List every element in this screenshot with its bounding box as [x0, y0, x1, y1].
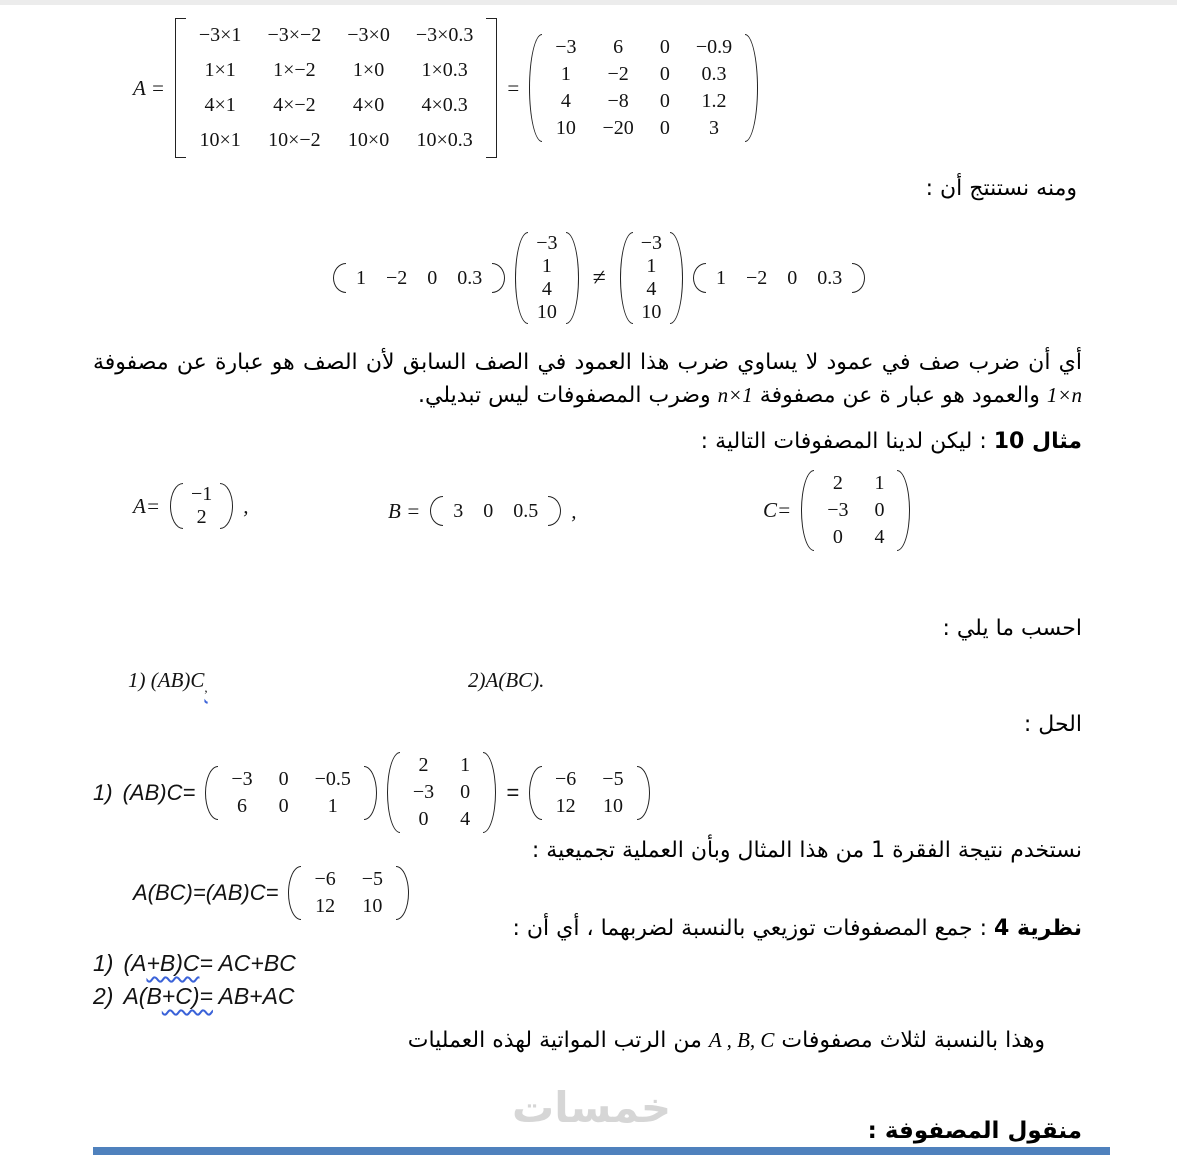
matrix-cell: 4	[460, 808, 471, 830]
right-parenthesis	[396, 866, 409, 920]
distributive-law-2-number: 2)	[93, 983, 114, 1009]
matrix-a-grid	[183, 483, 220, 529]
matrix-cell: 0	[659, 36, 670, 58]
matrix-cell: 0.3	[817, 267, 843, 289]
matrices-abc-names: A , B, C	[708, 1028, 775, 1052]
matrix-cell: −2	[386, 267, 408, 289]
compute-heading: احسب ما يلي :	[942, 616, 1082, 641]
compute-item-1-squiggle: ,	[204, 680, 208, 696]
matrix-cell: 2	[196, 506, 207, 528]
matrix-cell: 10	[555, 117, 576, 139]
matrix-cell: −3	[640, 232, 663, 254]
result-matrix	[529, 34, 758, 142]
right-parenthesis	[897, 470, 910, 551]
left-parenthesis	[529, 34, 542, 142]
matrix-cell: 3	[453, 500, 464, 522]
row-vector-right	[693, 263, 865, 293]
matrix-cell: −5	[602, 767, 624, 790]
left-parenthesis	[620, 232, 633, 324]
matrix-c-definition	[763, 470, 910, 551]
not-equal-sign: ≠	[592, 264, 606, 291]
left-parenthesis	[801, 470, 814, 551]
formula-segment: AB+AC	[212, 983, 295, 1009]
left-square-bracket	[175, 18, 186, 158]
matrix-cell: 4	[874, 526, 885, 548]
matrix-cell: −8	[607, 90, 629, 112]
right-parenthesis	[220, 483, 233, 529]
matrix-cell: 6	[236, 794, 247, 817]
abc-lhs: A(BC)=(AB)C=	[133, 880, 279, 905]
matrix-cell: 0	[659, 117, 670, 139]
matrix-cell: −3	[827, 499, 849, 521]
left-parenthesis	[529, 766, 542, 820]
matrix-cell: 0.5	[513, 500, 539, 522]
right-parenthesis	[566, 232, 579, 324]
matrix-c-grid	[814, 470, 897, 551]
matrix-cell: −3×−2	[267, 24, 322, 46]
left-parenthesis	[693, 263, 706, 293]
matrix-cell: 1	[646, 255, 657, 277]
left-parenthesis	[515, 232, 528, 324]
distributive-law-1	[93, 950, 296, 977]
example-10-heading	[701, 429, 1082, 454]
matrix-cell: 1.2	[701, 90, 727, 112]
solution-equation-2	[133, 866, 409, 920]
comma-separator: ,	[571, 498, 577, 523]
matrix-cell: −3×1	[198, 24, 242, 46]
paragraph-segment: أي أن ضرب صف في عمود لا يساوي ضرب هذا العمود في الصف السابق لأن الصف هو عبارة عن مصفوفة	[93, 350, 1082, 375]
transpose-section-heading: منقول المصفوفة :	[867, 1118, 1082, 1144]
matrix-cell: 4×1	[204, 94, 236, 116]
compute-item-1	[128, 668, 208, 696]
non-commutativity-equation	[333, 232, 865, 324]
formula-segment: (A	[123, 950, 147, 976]
matrix-b	[430, 496, 561, 526]
compute-item-2-label: 2)A(BC).	[468, 668, 545, 692]
solution-heading: الحل :	[1023, 712, 1082, 737]
matrix-cell: 4×0.3	[421, 94, 468, 116]
matrix-cell: 2	[418, 754, 429, 776]
associativity-note: نستخدم نتيجة الفقرة 1 من هذا المثال وبأن العملية تجميعية :	[531, 838, 1082, 863]
matrix-cell: 1	[716, 267, 727, 289]
matrix-cell: 0	[659, 90, 670, 112]
matrix-cell: 1×1	[204, 59, 236, 81]
result-matrix-grid	[542, 34, 745, 142]
distributive-law-1-number: 1)	[93, 950, 114, 976]
matrix-b-label: B =	[388, 498, 421, 523]
matrix-cell: −0.5	[314, 767, 351, 790]
matrix-abc-result	[529, 766, 650, 820]
matrix-cell: 12	[555, 794, 576, 817]
matrix-abc-result-grid	[542, 766, 637, 820]
page-top-edge	[0, 0, 1177, 5]
matrix-c	[387, 752, 496, 833]
matrix-cell: 10	[362, 895, 383, 917]
solution-item-number: 1)	[93, 779, 113, 805]
matrix-cell: 6	[613, 36, 624, 58]
column-vector-grid	[528, 232, 565, 324]
column-vector-right	[620, 232, 683, 324]
left-parenthesis	[170, 483, 183, 529]
paragraph-segment: وضرب المصفوفات ليس تبديلي.	[418, 383, 718, 408]
product-matrix-grid	[186, 18, 487, 158]
matrix-cell: 0.3	[457, 267, 483, 289]
matrix-c-label: C=	[763, 498, 792, 522]
matrix-cell: 1	[356, 267, 366, 289]
matrix-b-definition	[388, 496, 577, 526]
matrix-cell: −5	[361, 868, 384, 890]
left-parenthesis	[333, 263, 346, 293]
matrix-cell: 0.3	[701, 63, 727, 85]
matrix-cell: 1×0	[352, 59, 385, 81]
matrix-c	[801, 470, 910, 551]
matrix-cell: 10	[536, 301, 557, 323]
matrix-cell: 2	[832, 472, 843, 494]
dimension-nx1: n×1	[717, 383, 753, 407]
column-vector-grid	[633, 232, 670, 324]
matrix-cell: 4	[646, 278, 657, 300]
matrix-cell: 12	[315, 895, 336, 917]
matrix-b-grid	[443, 496, 548, 526]
matrix-cell: −3×0	[347, 24, 390, 46]
formula-segment-squiggle: +B)C	[146, 950, 200, 976]
left-parenthesis	[205, 766, 218, 820]
matrix-cell: −2	[607, 63, 629, 85]
compute-item-1-label: 1) (AB)C	[128, 668, 205, 692]
equals-sign: =	[506, 779, 520, 805]
matrix-ab	[205, 766, 377, 820]
matrix-a-label: A=	[133, 493, 160, 518]
right-square-bracket	[486, 18, 497, 158]
final-note	[408, 1028, 1045, 1053]
compute-item-2	[468, 668, 544, 693]
right-parenthesis	[364, 766, 377, 820]
matrix-abc-result-grid	[301, 866, 396, 920]
matrix-cell: −6	[314, 868, 336, 890]
matrix-cell: −0.9	[695, 36, 733, 58]
matrix-cell: 10×0.3	[416, 129, 473, 151]
matrix-cell: −2	[746, 267, 768, 289]
right-parenthesis	[670, 232, 683, 324]
matrix-cell: −6	[555, 767, 577, 790]
matrix-abc-result	[288, 866, 409, 920]
matrix-cell: 10	[641, 301, 662, 323]
matrix-cell: −3	[231, 767, 253, 790]
example-10-rest: : ليكن لدينا المصفوفات التالية :	[700, 429, 994, 454]
distributive-law-2	[93, 983, 295, 1010]
matrix-a-lhs-label: A =	[133, 75, 165, 100]
formula-segment: = AC+BC	[199, 950, 296, 976]
matrix-cell: 1	[560, 63, 571, 85]
right-parenthesis	[483, 752, 496, 833]
matrix-cell: 10×0	[347, 129, 390, 151]
matrix-cell: 1	[541, 255, 552, 277]
matrix-cell: −3	[555, 36, 577, 58]
matrix-cell: 4	[560, 90, 571, 112]
matrix-cell: 1×0.3	[421, 59, 468, 81]
matrix-cell: −3	[536, 232, 558, 254]
column-vector-left	[515, 232, 578, 324]
comma-separator: ,	[243, 493, 249, 518]
matrix-cell: 10×−2	[268, 129, 321, 151]
matrix-cell: 1	[460, 754, 471, 776]
matrix-ab-grid	[218, 766, 364, 820]
right-parenthesis	[852, 263, 865, 293]
right-parenthesis	[548, 496, 561, 526]
matrix-cell: 0	[483, 500, 494, 522]
matrix-cell: 3	[708, 117, 719, 139]
solution-lhs: (AB)C=	[122, 779, 196, 805]
matrix-cell: 0	[427, 267, 438, 289]
example-10-title: مثال 10	[993, 429, 1082, 454]
matrix-cell: 0	[460, 781, 471, 803]
matrix-cell: 1	[874, 472, 885, 494]
final-note-segment: وهذا بالنسبة لثلاث مصفوفات	[774, 1028, 1045, 1053]
left-parenthesis	[288, 866, 301, 920]
matrix-cell: 4×0	[352, 94, 385, 116]
right-parenthesis	[637, 766, 650, 820]
formula-segment: A(B	[123, 983, 162, 1009]
explanation-paragraph	[93, 347, 1082, 412]
matrix-cell: 0	[787, 267, 798, 289]
table-top-bar	[93, 1147, 1110, 1155]
formula-segment-squiggle: +C)=	[161, 983, 213, 1009]
matrix-cell: 0	[278, 767, 289, 790]
matrix-cell: 4	[541, 278, 552, 300]
product-matrix	[175, 18, 498, 158]
row-vector-grid	[706, 263, 852, 293]
matrix-cell: 0	[418, 808, 429, 830]
theorem-4-heading	[513, 916, 1083, 941]
row-vector-grid	[346, 263, 492, 293]
paragraph-segment: والعمود هو عبار ة عن مصفوفة	[752, 383, 1047, 408]
matrix-cell: 0	[278, 794, 289, 817]
matrix-cell: −3×0.3	[415, 24, 474, 46]
matrix-cell: 4×−2	[273, 94, 316, 116]
matrix-a-definition	[133, 483, 249, 529]
matrix-cell: 1	[327, 794, 338, 817]
theorem-4-title: نظرية 4	[994, 916, 1082, 941]
dimension-1xn: 1×n	[1046, 383, 1082, 407]
matrix-cell: 0	[832, 526, 843, 548]
matrix-cell: 0	[874, 499, 885, 521]
theorem-4-rest: : جمع المصفوفات توزيعي بالنسبة لضربهما ، أي أن :	[512, 916, 995, 941]
khamsat-watermark: خمسات	[512, 1083, 672, 1132]
equation-a-expansion	[133, 18, 758, 158]
left-parenthesis	[387, 752, 400, 833]
equals-sign: =	[507, 75, 520, 100]
matrix-c-grid	[400, 752, 483, 833]
matrix-cell: −20	[602, 117, 634, 139]
matrix-cell: 10×1	[199, 129, 241, 151]
matrix-cell: −3	[412, 781, 435, 803]
matrix-cell: −1	[191, 483, 213, 505]
matrix-cell: 0	[659, 63, 670, 85]
left-parenthesis	[430, 496, 443, 526]
solution-equation-1	[93, 752, 650, 833]
matrix-a	[170, 483, 233, 529]
right-parenthesis	[745, 34, 758, 142]
row-vector-left	[333, 263, 505, 293]
matrix-cell: 1×−2	[273, 59, 316, 81]
final-note-segment: من الرتب المواتية لهذه العمليات	[407, 1028, 709, 1053]
matrix-cell: 10	[602, 794, 623, 817]
right-parenthesis	[492, 263, 505, 293]
conclusion-intro-text: ومنه نستنتج أن :	[925, 176, 1077, 201]
